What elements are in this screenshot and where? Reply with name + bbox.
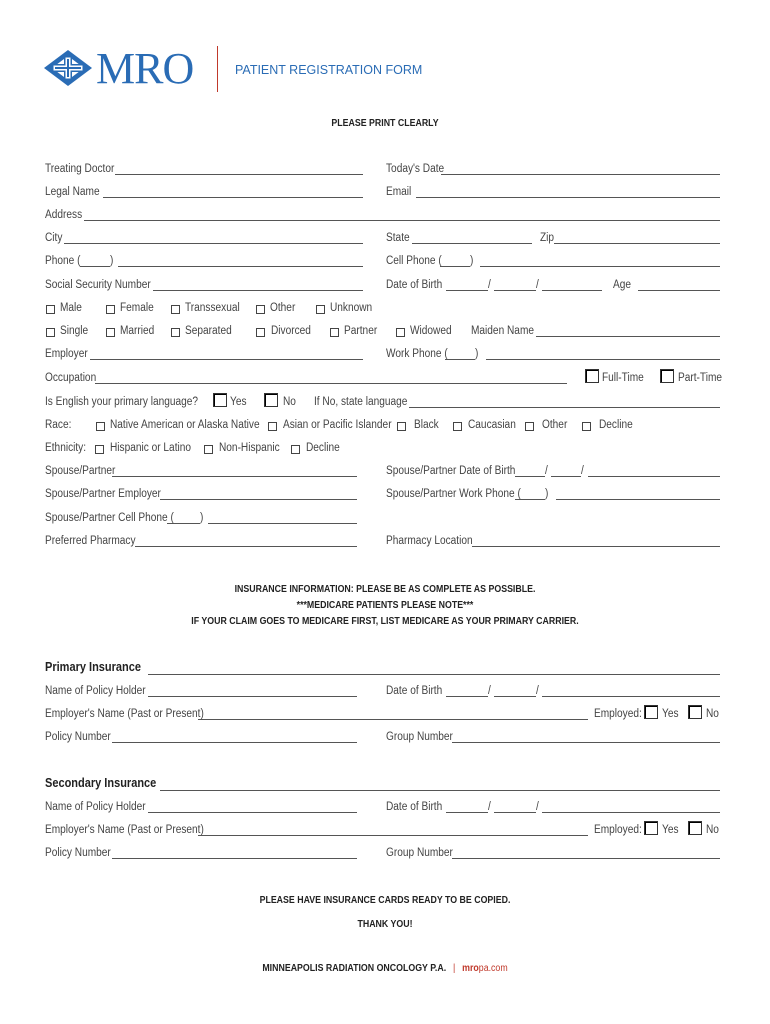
state-label: State — [386, 232, 410, 244]
insurance-note-line-1: INSURANCE INFORMATION: PLEASE BE AS COMPLETE AS POSSIBLE. — [234, 584, 536, 595]
phone-field[interactable] — [118, 266, 363, 267]
todays-date-label: Today's Date — [386, 163, 445, 175]
ssn-field[interactable] — [153, 290, 363, 291]
primary-insurance-field[interactable] — [148, 674, 720, 675]
dob-slash-2: / — [536, 279, 539, 291]
transsexual-label: Transsexual — [185, 302, 240, 314]
transsexual-checkbox[interactable] — [171, 305, 180, 314]
primary-employed-yes-checkbox[interactable] — [644, 705, 658, 719]
dob-slash-1: / — [488, 279, 491, 291]
print-clearly: PLEASE PRINT CLEARLY — [331, 118, 439, 129]
city-field[interactable] — [64, 243, 363, 244]
ethnicity-decline-label: Decline — [306, 442, 340, 454]
secondary-dob-day-field[interactable] — [494, 812, 536, 813]
secondary-dob-label: Date of Birth — [386, 801, 443, 813]
full-time-checkbox[interactable] — [585, 369, 599, 383]
footer-url-bold[interactable]: mro — [462, 963, 479, 974]
gender-other-checkbox[interactable] — [256, 305, 265, 314]
occupation-label: Occupation — [45, 372, 97, 384]
primary-dob-year-field[interactable] — [542, 696, 720, 697]
age-field[interactable] — [638, 290, 720, 291]
secondary-employed-yes-checkbox[interactable] — [644, 821, 658, 835]
zip-label: Zip — [540, 232, 555, 244]
zip-field[interactable] — [554, 243, 720, 244]
address-field[interactable] — [84, 220, 720, 221]
footer-url-rest[interactable]: pa.com — [478, 963, 508, 974]
unknown-label: Unknown — [330, 302, 373, 314]
race-other-checkbox[interactable] — [525, 422, 534, 431]
maiden-name-field[interactable] — [536, 336, 720, 337]
state-language-label: If No, state language — [314, 396, 408, 408]
ethnicity-decline-checkbox[interactable] — [291, 445, 300, 454]
full-time-label: Full-Time — [602, 372, 644, 384]
secondary-employer-label: Employer's Name (Past or Present) — [45, 824, 204, 836]
primary-policy-label: Policy Number — [45, 731, 111, 743]
hispanic-label: Hispanic or Latino — [110, 442, 192, 454]
race-black-checkbox[interactable] — [397, 422, 406, 431]
work-area-field[interactable] — [445, 359, 475, 360]
ssn-label: Social Security Number — [45, 279, 151, 291]
spouse-employer-field[interactable] — [160, 499, 357, 500]
email-label: Email — [386, 186, 412, 198]
race-decline-checkbox[interactable] — [582, 422, 591, 431]
header-divider — [217, 46, 218, 92]
secondary-dob-month-field[interactable] — [446, 812, 488, 813]
primary-dob-label: Date of Birth — [386, 685, 443, 697]
spouse-dob-slash-2: / — [581, 465, 584, 477]
secondary-insurance-field[interactable] — [160, 790, 720, 791]
primary-employed-no-label: No — [706, 708, 719, 720]
partner-checkbox[interactable] — [330, 328, 339, 337]
widowed-label: Widowed — [410, 325, 452, 337]
hispanic-checkbox[interactable] — [95, 445, 104, 454]
secondary-policy-field[interactable] — [112, 858, 357, 859]
single-label: Single — [60, 325, 89, 337]
cell-paren: ) — [470, 255, 474, 267]
primary-dob-slash-1: / — [488, 685, 491, 697]
pharmacy-location-label: Pharmacy Location — [386, 535, 473, 547]
primary-holder-label: Name of Policy Holder — [45, 685, 146, 697]
primary-group-field[interactable] — [452, 742, 720, 743]
state-language-field[interactable] — [409, 407, 720, 408]
spouse-work-area-field[interactable] — [515, 499, 545, 500]
primary-employed-label: Employed: — [594, 708, 642, 720]
secondary-dob-year-field[interactable] — [542, 812, 720, 813]
thank-you: THANK YOU! — [357, 919, 413, 930]
partner-label: Partner — [344, 325, 378, 337]
phone-paren: ) — [110, 255, 114, 267]
spouse-cell-paren: ) — [200, 512, 204, 524]
female-checkbox[interactable] — [106, 305, 115, 314]
spouse-cell-area-field[interactable] — [167, 523, 200, 524]
employer-field[interactable] — [90, 359, 363, 360]
spouse-field[interactable] — [112, 476, 357, 477]
female-label: Female — [120, 302, 154, 314]
secondary-employed-no-label: No — [706, 824, 719, 836]
footer-separator: | — [453, 963, 456, 974]
primary-dob-day-field[interactable] — [494, 696, 536, 697]
work-phone-label: Work Phone ( — [386, 348, 448, 360]
insurance-note-line-2: ***MEDICARE PATIENTS PLEASE NOTE*** — [296, 600, 474, 611]
logo-text: MRO — [96, 44, 194, 93]
primary-insurance-title: Primary Insurance — [45, 660, 142, 674]
part-time-label: Part-Time — [678, 372, 723, 384]
married-checkbox[interactable] — [106, 328, 115, 337]
secondary-employed-label: Employed: — [594, 824, 642, 836]
secondary-employer-field[interactable] — [198, 835, 588, 836]
phone-label: Phone ( — [45, 255, 81, 267]
spouse-dob-year-field[interactable] — [588, 476, 720, 477]
dob-label: Date of Birth — [386, 279, 443, 291]
cell-area-field[interactable] — [440, 266, 470, 267]
work-phone-field[interactable] — [486, 359, 720, 360]
city-label: City — [45, 232, 63, 244]
spouse-cell-label: Spouse/Partner Cell Phone ( — [45, 512, 174, 524]
dob-month-field[interactable] — [446, 290, 488, 291]
single-checkbox[interactable] — [46, 328, 55, 337]
primary-employer-field[interactable] — [198, 719, 588, 720]
footer-org: MINNEAPOLIS RADIATION ONCOLOGY P.A. — [262, 963, 447, 974]
email-field[interactable] — [416, 197, 720, 198]
secondary-employed-yes-label: Yes — [662, 824, 679, 836]
primary-group-label: Group Number — [386, 731, 453, 743]
separated-checkbox[interactable] — [171, 328, 180, 337]
cell-phone-field[interactable] — [480, 266, 720, 267]
race-caucasian-label: Caucasian — [468, 419, 516, 431]
mro-logo-mark — [44, 50, 92, 86]
secondary-policy-label: Policy Number — [45, 847, 111, 859]
primary-employer-label: Employer's Name (Past or Present) — [45, 708, 204, 720]
secondary-employed-no-checkbox[interactable] — [688, 821, 702, 835]
legal-name-field[interactable] — [103, 197, 363, 198]
english-no-checkbox[interactable] — [264, 393, 278, 407]
primary-holder-field[interactable] — [148, 696, 357, 697]
primary-dob-month-field[interactable] — [446, 696, 488, 697]
insurance-note-line-3: IF YOUR CLAIM GOES TO MEDICARE FIRST, LIST MEDICARE AS YOUR PRIMARY CARRIER. — [191, 616, 579, 627]
work-paren: ) — [475, 348, 479, 360]
primary-employed-yes-label: Yes — [662, 708, 679, 720]
pharmacy-location-field[interactable] — [472, 546, 720, 547]
form-title: PATIENT REGISTRATION FORM — [235, 63, 423, 77]
secondary-holder-field[interactable] — [148, 812, 357, 813]
english-question: Is English your primary language? — [45, 396, 199, 408]
primary-policy-field[interactable] — [112, 742, 357, 743]
phone-area-field[interactable] — [80, 266, 110, 267]
age-label: Age — [613, 279, 632, 291]
race-asian-label: Asian or Pacific Islander — [283, 419, 392, 431]
spouse-work-paren: ) — [545, 488, 549, 500]
insurance-cards-note: PLEASE HAVE INSURANCE CARDS READY TO BE COPIED. — [259, 895, 511, 906]
spouse-work-phone-label: Spouse/Partner Work Phone ( — [386, 488, 521, 500]
spouse-work-phone-field[interactable] — [556, 499, 720, 500]
divorced-label: Divorced — [271, 325, 311, 337]
english-yes-checkbox[interactable] — [213, 393, 227, 407]
race-native-label: Native American or Alaska Native — [110, 419, 260, 431]
dob-day-field[interactable] — [494, 290, 536, 291]
race-asian-checkbox[interactable] — [268, 422, 277, 431]
treating-doctor-label: Treating Doctor — [45, 163, 115, 175]
spouse-dob-label: Spouse/Partner Date of Birth — [386, 465, 516, 477]
secondary-dob-slash-1: / — [488, 801, 491, 813]
pharmacy-label: Preferred Pharmacy — [45, 535, 136, 547]
secondary-dob-slash-2: / — [536, 801, 539, 813]
male-checkbox[interactable] — [46, 305, 55, 314]
occupation-field[interactable] — [95, 383, 567, 384]
spouse-employer-label: Spouse/Partner Employer — [45, 488, 161, 500]
spouse-dob-day-field[interactable] — [551, 476, 581, 477]
spouse-dob-month-field[interactable] — [515, 476, 545, 477]
todays-date-field[interactable] — [441, 174, 720, 175]
male-label: Male — [60, 302, 82, 314]
secondary-holder-label: Name of Policy Holder — [45, 801, 146, 813]
dob-year-field[interactable] — [542, 290, 602, 291]
spouse-dob-slash-1: / — [545, 465, 548, 477]
footer-org-line — [46, 963, 724, 974]
secondary-group-field[interactable] — [452, 858, 720, 859]
married-label: Married — [120, 325, 155, 337]
spouse-label: Spouse/Partner — [45, 465, 116, 477]
non-hispanic-checkbox[interactable] — [204, 445, 213, 454]
divorced-checkbox[interactable] — [256, 328, 265, 337]
primary-dob-slash-2: / — [536, 685, 539, 697]
unknown-checkbox[interactable] — [316, 305, 325, 314]
legal-name-label: Legal Name — [45, 186, 100, 198]
cell-phone-label: Cell Phone ( — [386, 255, 442, 267]
english-yes-label: Yes — [230, 396, 247, 408]
race-decline-label: Decline — [599, 419, 633, 431]
maiden-name-label: Maiden Name — [471, 325, 535, 337]
pharmacy-field[interactable] — [135, 546, 357, 547]
widowed-checkbox[interactable] — [396, 328, 405, 337]
part-time-checkbox[interactable] — [660, 369, 674, 383]
race-black-label: Black — [414, 419, 439, 431]
employer-label: Employer — [45, 348, 88, 360]
race-other-label: Other — [542, 419, 568, 431]
address-label: Address — [45, 209, 83, 221]
non-hispanic-label: Non-Hispanic — [219, 442, 280, 454]
race-native-checkbox[interactable] — [96, 422, 105, 431]
secondary-insurance-title: Secondary Insurance — [45, 776, 157, 790]
gender-other-label: Other — [270, 302, 296, 314]
primary-employed-no-checkbox[interactable] — [688, 705, 702, 719]
secondary-group-label: Group Number — [386, 847, 453, 859]
ethnicity-label: Ethnicity: — [45, 442, 87, 454]
state-field[interactable] — [412, 243, 532, 244]
treating-doctor-field[interactable] — [115, 174, 363, 175]
race-label: Race: — [45, 419, 72, 431]
spouse-cell-field[interactable] — [208, 523, 357, 524]
race-caucasian-checkbox[interactable] — [453, 422, 462, 431]
separated-label: Separated — [185, 325, 232, 337]
english-no-label: No — [283, 396, 296, 408]
